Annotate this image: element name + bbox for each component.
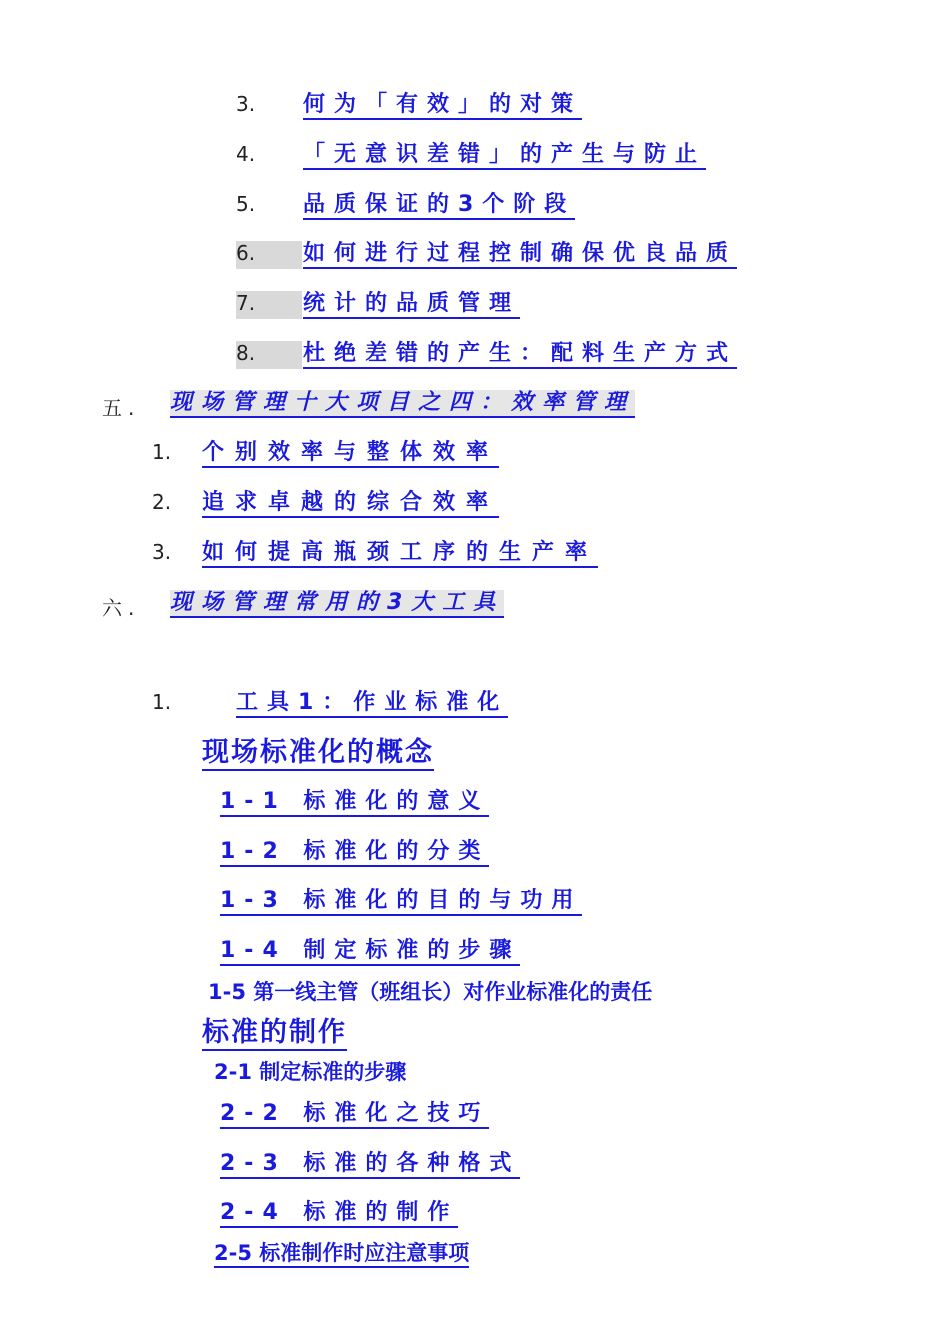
section-title-link[interactable]: 现场管理常用的3大工具 [170, 590, 504, 618]
section-number: 六. [102, 596, 141, 620]
toc-link[interactable]: 如何提高瓶颈工序的生产率 [202, 540, 598, 568]
toc-link[interactable]: 2-1 制定标准的步骤 [214, 1060, 407, 1084]
item-number: 3. [152, 540, 172, 564]
section-number: 五. [102, 396, 141, 420]
item-number: 7. [236, 291, 302, 319]
toc-link[interactable]: 2-2 标准化之技巧 [220, 1101, 489, 1129]
toc-link[interactable]: 1-1 标准化的意义 [220, 789, 489, 817]
toc-link[interactable]: 2-4 标准的制作 [220, 1200, 458, 1228]
toc-link[interactable]: 工具1：作业标准化 [236, 690, 508, 718]
toc-link[interactable]: 个别效率与整体效率 [202, 440, 499, 468]
toc-link[interactable]: 1-2 标准化的分类 [220, 839, 489, 867]
toc-link[interactable]: 品质保证的3个阶段 [303, 192, 575, 220]
toc-link[interactable]: 追求卓越的综合效率 [202, 490, 499, 518]
section-title-link[interactable]: 现场管理十大项目之四：效率管理 [170, 390, 635, 418]
toc-link[interactable]: 统计的品质管理 [303, 291, 520, 319]
item-number: 1. [152, 690, 172, 714]
toc-link[interactable]: 1-3 标准化的目的与功用 [220, 888, 582, 916]
item-number: 8. [236, 341, 302, 369]
toc-link[interactable]: 1-4 制定标准的步骤 [220, 938, 520, 966]
toc-link[interactable]: 杜绝差错的产生：配料生产方式 [303, 341, 737, 369]
toc-link[interactable]: 何为「有效」的对策 [303, 92, 582, 120]
concept-heading-link[interactable]: 现场标准化的概念 [202, 737, 434, 771]
item-number: 6. [236, 241, 302, 269]
toc-link[interactable]: 2-5 标准制作时应注意事项 [214, 1241, 469, 1268]
item-number: 2. [152, 490, 172, 514]
toc-link[interactable]: 如何进行过程控制确保优良品质 [303, 241, 737, 269]
item-number: 4. [236, 142, 256, 166]
toc-link[interactable]: 2-3 标准的各种格式 [220, 1151, 520, 1179]
item-number: 3. [236, 92, 256, 116]
item-number: 5. [236, 192, 256, 216]
toc-link[interactable]: 「无意识差错」的产生与防止 [303, 142, 706, 170]
item-number: 1. [152, 440, 172, 464]
making-heading-link[interactable]: 标准的制作 [202, 1017, 347, 1051]
toc-link[interactable]: 1-5 第一线主管（班组长）对作业标准化的责任 [208, 980, 653, 1004]
